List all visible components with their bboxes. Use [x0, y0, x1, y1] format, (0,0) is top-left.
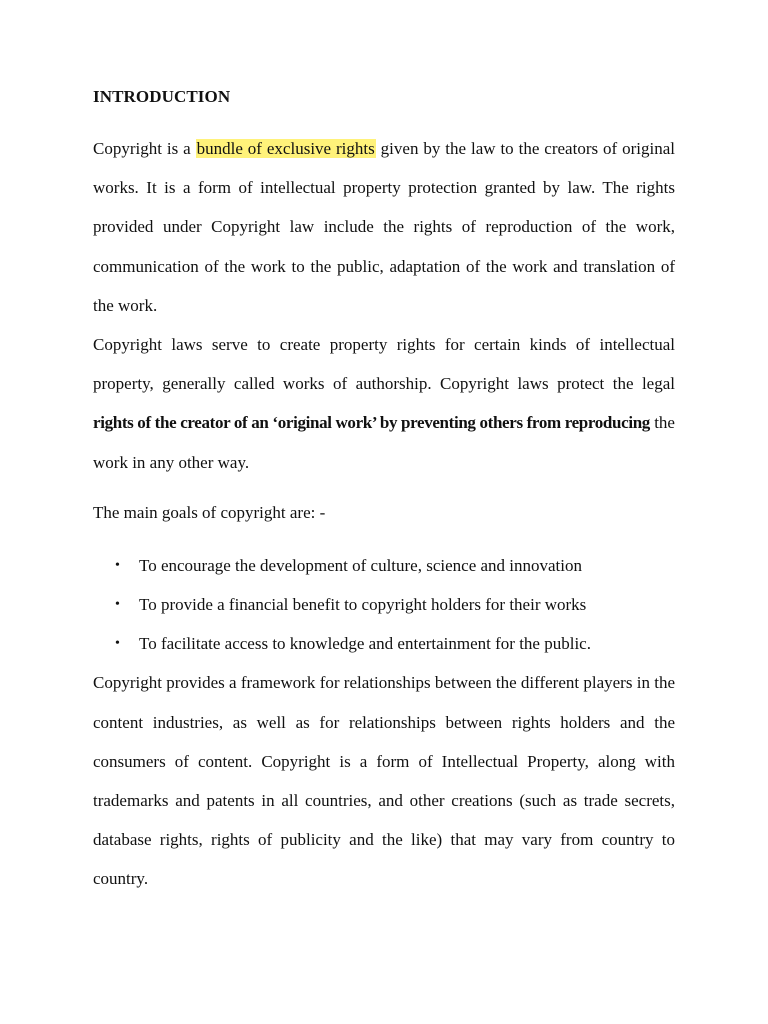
list-item [93, 624, 675, 663]
document-body [93, 85, 675, 899]
paragraph-text: given by the law to the creators of original works. It is a form of intellectual property protection granted by law. The rights provided under Copyright law include the rights of reproduction of the work, communication of the work to the public, adaptation of the work and translation of the work. [93, 139, 675, 315]
list-item-text: To provide a financial benefit to copyright holders for their works [139, 595, 587, 615]
list-item-text: To facilitate access to knowledge and entertainment for the public. [139, 634, 591, 654]
list-item [93, 585, 675, 624]
bullet-icon: • [115, 597, 120, 613]
list-item-text: To encourage the development of culture, science and innovation [139, 555, 583, 575]
paragraph-framework: Copyright provides a framework for relationships between the different players in the content industries, as well as for relationships between rights holders and the consumers of content. Copyright is a form of Intellectual Property, along with trademarks and patents in all countries, and other creations (such as trade secrets, database rights, rights of publicity and the like) that may vary from country to country. [93, 673, 675, 889]
bullet-icon: • [115, 636, 120, 652]
paragraph-purpose [93, 325, 675, 482]
paragraph-text: Copyright laws serve to create property rights for certain kinds of intellectual property, generally called works of authorship. Copyright laws protect the legal [93, 335, 675, 394]
bullet-icon: • [115, 557, 120, 573]
section-heading: INTRODUCTION [93, 87, 231, 106]
paragraph-text: Copyright is a [93, 139, 196, 158]
paragraph-text: the work in any other way. [93, 413, 675, 472]
goals-intro: The main goals of copyright are: - [93, 502, 326, 522]
paragraph-definition [93, 129, 675, 325]
list-item [93, 546, 675, 585]
bold-phrase: rights of the creator of an ‘original work’ by preventing others from reproducing [93, 413, 650, 433]
goals-list [93, 546, 675, 664]
highlighted-phrase: bundle of exclusive rights [196, 139, 375, 158]
